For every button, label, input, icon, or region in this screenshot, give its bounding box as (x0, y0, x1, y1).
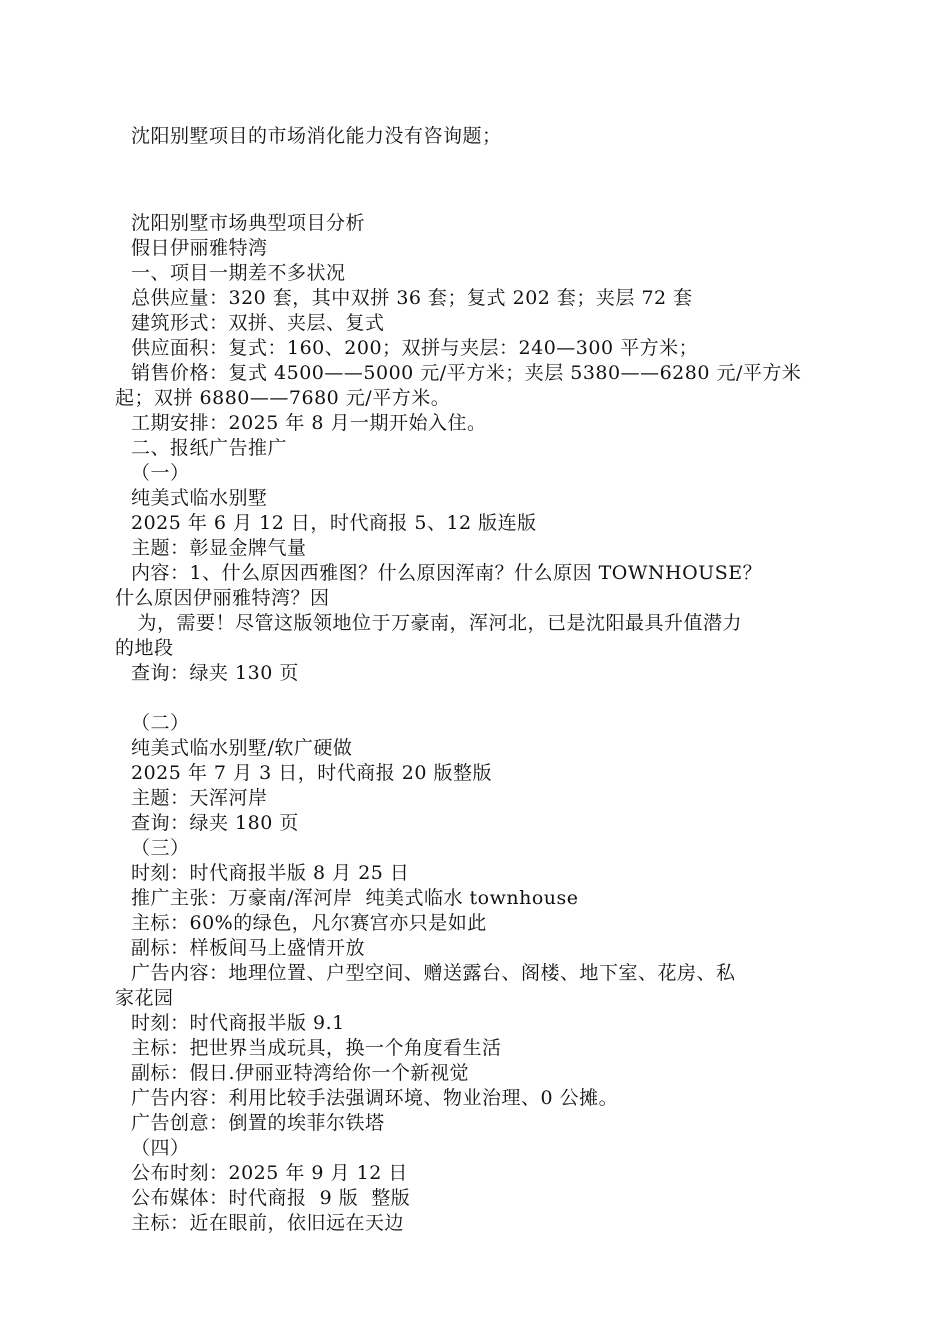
text-line: 2025 年 7 月 3 日，时代商报 20 版整版 (131, 762, 492, 784)
text-line: 副标：假日.伊丽亚特湾给你一个新视觉 (131, 1062, 470, 1084)
text-line: 公布时刻：2025 年 9 月 12 日 (131, 1162, 408, 1184)
text-line: 主标：把世界当成玩具，换一个角度看生活 (131, 1037, 502, 1059)
text-line-continued: 什么原因伊丽雅特湾？因 (115, 587, 330, 609)
text-line: 时刻：时代商报半版 9.1 (131, 1012, 345, 1034)
text-line: 纯美式临水别墅/软广硬做 (131, 737, 353, 759)
text-line: 为，需要！尽管这版领地位于万豪南，浑河北，已是沈阳最具升值潜力 (131, 612, 743, 634)
text-line: 销售价格：复式 4500——5000 元/平方米；夹层 5380——6280 元/平方米 (131, 362, 802, 384)
text-line: 总供应量：320 套，其中双拼 36 套；复式 202 套；夹层 72 套 (131, 287, 693, 309)
item-number: （四） (131, 1137, 190, 1159)
text-line: 时刻：时代商报半版 8 月 25 日 (131, 862, 410, 884)
text-line: 查询：绿夹 130 页 (131, 662, 299, 684)
text-line: 主题：天浑河岸 (131, 787, 268, 809)
text-line: 广告内容：利用比较手法强调环境、物业治理、0 公摊。 (131, 1087, 619, 1109)
item-number: （三） (131, 837, 190, 859)
text-line: 纯美式临水别墅 (131, 487, 268, 509)
text-line: 公布媒体：时代商报 9 版 整版 (131, 1187, 411, 1209)
text-line: 2025 年 6 月 12 日，时代商报 5、12 版连版 (131, 512, 537, 534)
project-name: 假日伊丽雅特湾 (131, 237, 268, 259)
section-heading: 沈阳别墅市场典型项目分析 (131, 212, 366, 234)
text-line: 查询：绿夹 180 页 (131, 812, 299, 834)
blank-gap (115, 149, 835, 199)
text-line: 广告内容：地理位置、户型空间、赠送露台、阁楼、地下室、花房、私 (131, 962, 736, 984)
text-line: 副标：样板间马上盛情开放 (131, 937, 366, 959)
text-line: 主标：60%的绿色，凡尔赛宫亦只是如此 (131, 912, 487, 934)
text-line-continued: 家花园 (115, 987, 174, 1009)
text-line: 主标：近在眼前，依旧远在天边 (131, 1212, 405, 1234)
blank-gap (115, 686, 835, 711)
item-number: （一） (131, 462, 190, 484)
text-line: 供应面积：复式：160、200；双拼与夹层：240—300 平方米； (131, 337, 699, 359)
subsection-heading: 一、项目一期差不多状况 (131, 262, 346, 284)
item-number: （二） (131, 712, 190, 734)
text-line: 推广主张：万豪南/浑河岸 纯美式临水 townhouse (131, 887, 579, 909)
blank-gap (115, 199, 835, 211)
text-line: 建筑形式：双拼、夹层、复式 (131, 312, 385, 334)
text-line: 广告创意：倒置的埃菲尔铁塔 (131, 1112, 385, 1134)
text-line-continued: 的地段 (115, 637, 174, 659)
text-line: 工期安排：2025 年 8 月一期开始入住。 (131, 412, 487, 434)
text-line-continued: 起；双拼 6880——7680 元/平方米。 (115, 387, 451, 409)
text-line: 内容：1、什么原因西雅图？什么原因浑南？什么原因 TOWNHOUSE？ (131, 562, 763, 584)
subsection-heading: 二、报纸广告推广 (131, 437, 288, 459)
document-body (115, 124, 835, 1236)
text-line: 主题：彰显金牌气量 (131, 537, 307, 559)
paragraph-market-capacity: 沈阳别墅项目的市场消化能力没有咨询题； (131, 125, 502, 147)
